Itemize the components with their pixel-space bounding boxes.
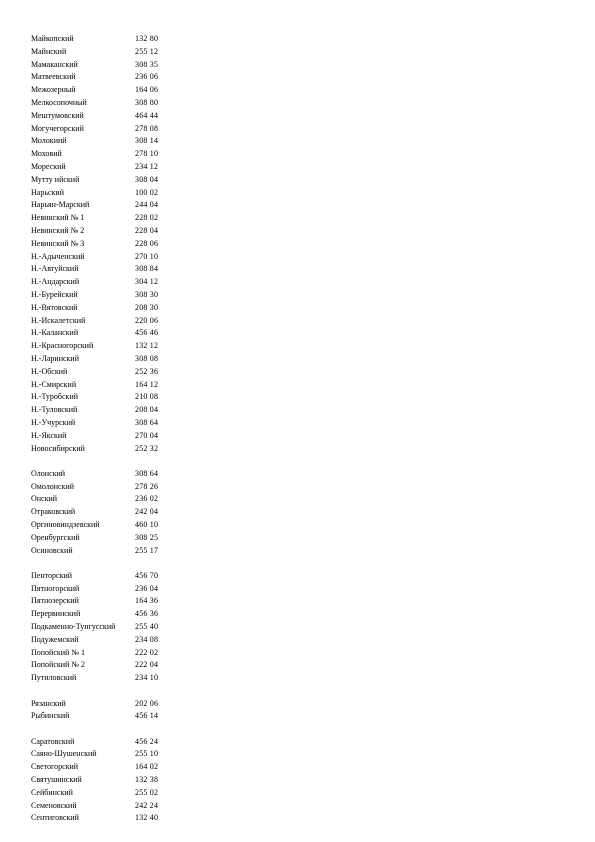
list-row (31, 468, 195, 481)
list-row (31, 608, 195, 621)
list-row (31, 276, 195, 289)
row-code: 278 26 (135, 481, 159, 491)
list-row (31, 187, 195, 200)
row-code: 132 40 (135, 813, 159, 823)
row-code: 132 38 (135, 775, 159, 785)
list-row (31, 327, 195, 340)
list-row (31, 289, 195, 302)
list-group (31, 570, 195, 685)
list-group (31, 468, 195, 558)
row-code: 255 02 (135, 787, 159, 797)
row-code: 228 02 (135, 213, 159, 223)
list-row (31, 97, 195, 110)
row-code: 210 08 (135, 392, 159, 402)
row-name: Матвеевский (31, 72, 76, 82)
row-name: Мелкосопочный (31, 97, 87, 107)
row-name: Моховий (31, 149, 62, 159)
list-row (31, 583, 195, 596)
list-row (31, 812, 195, 825)
row-name: Молокиий (31, 136, 67, 146)
row-name: Новосибирский (31, 443, 85, 453)
list-group (31, 698, 195, 724)
list-row (31, 570, 195, 583)
row-code: 222 02 (135, 647, 159, 657)
list-row (31, 366, 195, 379)
row-code: 228 06 (135, 238, 159, 248)
row-name: Н.-Учурский (31, 417, 76, 427)
row-name: Н.-Красногорский (31, 341, 94, 351)
list-row (31, 761, 195, 774)
row-code: 456 14 (135, 711, 159, 721)
row-name: Межозерный (31, 85, 76, 95)
row-code: 456 70 (135, 570, 159, 580)
row-code: 278 10 (135, 149, 159, 159)
row-name: Подкаменно-Тунгусский (31, 622, 116, 632)
row-code: 308 04 (135, 174, 159, 184)
row-name: Н.-Смирский (31, 379, 77, 389)
list-row (31, 634, 195, 647)
row-code: 456 24 (135, 736, 159, 746)
row-code: 308 08 (135, 353, 159, 363)
row-name: Н.-Обский (31, 366, 68, 376)
row-code: 308 25 (135, 532, 159, 542)
row-name: Осиновский (31, 545, 73, 555)
row-code: 252 32 (135, 443, 159, 453)
row-name: Подужемский (31, 634, 79, 644)
row-code: 255 10 (135, 749, 159, 759)
list-row (31, 787, 195, 800)
list-row (31, 532, 195, 545)
row-name: Н.-Туловский (31, 405, 78, 415)
row-name: Омолонский (31, 481, 75, 491)
row-code: 464 44 (135, 110, 159, 120)
row-name: Сентиговский (31, 813, 79, 823)
row-name: Н.-Якский (31, 430, 67, 440)
row-name: Олонский (31, 468, 66, 478)
row-name: Попойский № 1 (31, 647, 85, 657)
row-code: 278 08 (135, 123, 159, 133)
row-name: Н.-Автуйский (31, 264, 79, 274)
row-name: Пятнозерский (31, 596, 79, 606)
row-name: Святушинский (31, 775, 82, 785)
row-code: 456 36 (135, 609, 159, 619)
row-name: Нарьян-Марский (31, 200, 90, 210)
row-code: 132 80 (135, 34, 159, 43)
list-row (31, 59, 195, 72)
list-row (31, 225, 195, 238)
row-code: 228 04 (135, 225, 159, 235)
list-row (31, 800, 195, 813)
list-row (31, 379, 195, 392)
station-code-list (31, 33, 195, 825)
row-name: Могучегорский (31, 123, 84, 133)
row-code: 255 40 (135, 622, 159, 632)
row-code: 208 30 (135, 302, 159, 312)
row-name: Мамаканский (31, 59, 78, 69)
list-row (31, 174, 195, 187)
row-code: 308 64 (135, 417, 159, 427)
row-name: Н.-Ларинский (31, 353, 79, 363)
list-row (31, 404, 195, 417)
row-name: Н.-Туробский (31, 392, 78, 402)
list-row (31, 430, 195, 443)
row-code: 234 12 (135, 161, 159, 171)
row-name: Оренбургский (31, 532, 80, 542)
row-name: Майкопский (31, 34, 74, 43)
row-name: Саратовский (31, 736, 75, 746)
row-code: 270 10 (135, 251, 159, 261)
row-name: Н.-Андарский (31, 277, 80, 287)
row-name: Н.-Бурейский (31, 289, 78, 299)
list-row (31, 774, 195, 787)
row-name: Мутту ийский (31, 174, 80, 184)
list-row (31, 545, 195, 558)
list-row (31, 238, 195, 251)
row-code: 236 02 (135, 494, 159, 504)
row-name: Пятногорский (31, 583, 80, 593)
row-name: Невинский № 2 (31, 225, 85, 235)
list-row (31, 698, 195, 711)
row-name: Н.-Искалетский (31, 315, 86, 325)
row-code: 164 06 (135, 85, 159, 95)
row-code: 208 04 (135, 405, 159, 415)
list-row (31, 659, 195, 672)
row-name: Путиловский (31, 673, 77, 683)
row-code: 132 12 (135, 341, 159, 351)
row-name: Онский (31, 494, 58, 504)
list-row (31, 251, 195, 264)
list-group (31, 33, 195, 455)
row-name: Саяно-Шушенский (31, 749, 97, 759)
row-code: 308 64 (135, 468, 159, 478)
list-row (31, 340, 195, 353)
list-row (31, 123, 195, 136)
row-code: 242 04 (135, 507, 159, 517)
list-row (31, 110, 195, 123)
row-code: 236 04 (135, 583, 159, 593)
row-code: 234 10 (135, 673, 159, 683)
row-code: 270 04 (135, 430, 159, 440)
list-row (31, 506, 195, 519)
list-row (31, 595, 195, 608)
row-code: 220 06 (135, 315, 159, 325)
list-row (31, 748, 195, 761)
row-name: Н.-Вятовский (31, 302, 78, 312)
list-row (31, 621, 195, 634)
row-code: 304 12 (135, 277, 159, 287)
row-name: Мореский (31, 161, 66, 171)
row-code: 164 12 (135, 379, 159, 389)
list-row (31, 46, 195, 59)
list-row (31, 417, 195, 430)
list-row (31, 84, 195, 97)
list-row (31, 710, 195, 723)
list-row (31, 302, 195, 315)
row-name: Майнский (31, 46, 67, 56)
row-name: Семеновский (31, 800, 77, 810)
row-code: 242 24 (135, 800, 159, 810)
row-code: 222 04 (135, 660, 159, 670)
list-row (31, 391, 195, 404)
row-name: Рыбинский (31, 711, 70, 721)
row-code: 308 14 (135, 136, 159, 146)
row-name: Сейбинский (31, 787, 73, 797)
row-code: 100 02 (135, 187, 159, 197)
row-name: Перервинский (31, 609, 81, 619)
list-row (31, 148, 195, 161)
row-code: 252 36 (135, 366, 159, 376)
list-row (31, 315, 195, 328)
list-row (31, 71, 195, 84)
row-name: Светогорский (31, 762, 79, 772)
row-code: 164 02 (135, 762, 159, 772)
list-row (31, 736, 195, 749)
list-row (31, 672, 195, 685)
list-row (31, 519, 195, 532)
list-row (31, 647, 195, 660)
row-name: Рязанский (31, 698, 66, 708)
row-name: Нарьский (31, 187, 64, 197)
row-name: Невинский № 3 (31, 238, 85, 248)
list-group (31, 736, 195, 826)
row-name: Оргиновиндзевский (31, 519, 100, 529)
row-code: 255 12 (135, 46, 159, 56)
row-code: 308 30 (135, 289, 159, 299)
row-name: Н.-Каланский (31, 328, 79, 338)
row-name: Н.-Адыченский (31, 251, 85, 261)
list-row (31, 135, 195, 148)
row-code: 255 17 (135, 545, 159, 555)
row-code: 308 35 (135, 59, 159, 69)
row-name: Невинский № 1 (31, 213, 85, 223)
row-code: 460 10 (135, 519, 159, 529)
row-code: 202 06 (135, 698, 159, 708)
list-row (31, 263, 195, 276)
list-row (31, 161, 195, 174)
row-name: Попойский № 2 (31, 660, 85, 670)
row-code: 308 80 (135, 97, 159, 107)
row-name: Отраковский (31, 507, 76, 517)
list-row (31, 33, 195, 46)
list-row (31, 481, 195, 494)
list-row (31, 443, 195, 456)
list-row (31, 353, 195, 366)
row-code: 236 06 (135, 72, 159, 82)
row-code: 234 08 (135, 634, 159, 644)
row-code: 456 46 (135, 328, 159, 338)
list-row (31, 493, 195, 506)
row-code: 308 84 (135, 264, 159, 274)
row-code: 164 36 (135, 596, 159, 606)
row-name: Пенторский (31, 570, 72, 580)
list-row (31, 212, 195, 225)
row-code: 244 04 (135, 200, 159, 210)
list-row (31, 199, 195, 212)
row-name: Мештумовский (31, 110, 84, 120)
